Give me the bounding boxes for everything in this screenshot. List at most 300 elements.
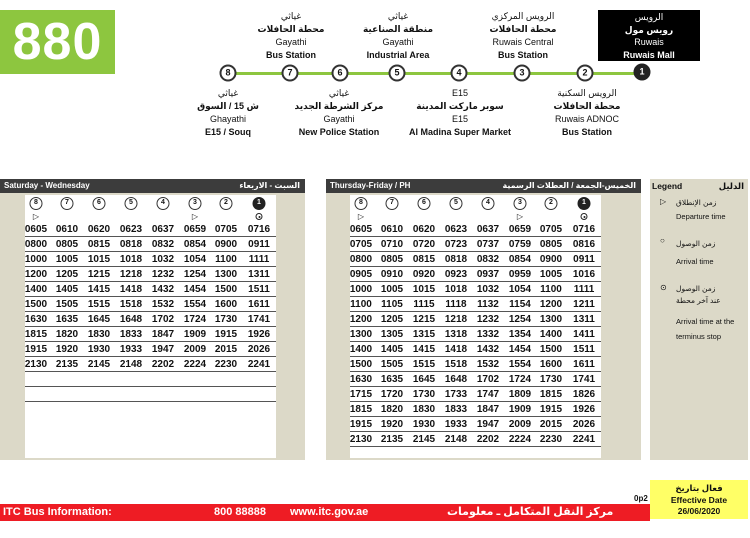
- stop-2-ar-1: الرويس السكنية: [557, 88, 617, 98]
- time-cell: 2026: [572, 419, 596, 430]
- panel-body-thu-fri: [326, 193, 641, 460]
- stop-3-en-1: Ruwais Central: [492, 37, 554, 47]
- departure-triangle-icon: ▷: [191, 212, 199, 221]
- table-row: [25, 297, 276, 312]
- time-cell: 1920: [55, 344, 79, 355]
- time-cell: 1518: [444, 359, 468, 370]
- footer-bar: [0, 504, 650, 535]
- time-cell: 0659: [508, 224, 532, 235]
- time-cell: 0911: [248, 239, 270, 250]
- time-cell: 1415: [412, 344, 436, 355]
- stop-circle-6: 6: [418, 197, 431, 210]
- stop-5-ar-1: غياثي: [387, 11, 409, 21]
- time-cell: 1815: [24, 329, 48, 340]
- time-cell: 0854: [183, 239, 207, 250]
- table-row: [350, 222, 601, 237]
- stop-label-2: [554, 87, 621, 139]
- time-cell: 1205: [380, 314, 404, 325]
- time-cell: 1930: [87, 344, 111, 355]
- stop-label-6: [295, 87, 384, 139]
- time-cell: 1100: [540, 284, 562, 295]
- time-cell: 0637: [476, 224, 500, 235]
- table-row: [350, 297, 601, 312]
- time-cell: 1833: [119, 329, 143, 340]
- terminus-box: [598, 10, 700, 61]
- time-cell: 0800: [24, 239, 48, 250]
- stop-circle-4: 4: [157, 197, 170, 210]
- stop-8-ar-1: غياثي: [217, 88, 239, 98]
- stop-6-ar-2: مركز الشرطة الجديد: [294, 101, 384, 111]
- time-cell: 1032: [476, 284, 500, 295]
- time-cell: 1809: [508, 389, 532, 400]
- time-cell: 1032: [151, 254, 175, 265]
- time-cell: 1300: [214, 269, 238, 280]
- stop-4-ar-2: سوبر ماركت المدينة: [416, 101, 504, 111]
- departure-triangle-icon: ▷: [660, 197, 667, 206]
- time-cell: 1318: [444, 329, 468, 340]
- version-code: 0p2: [634, 494, 648, 503]
- stop-3-ar-2: محطة الحافلات: [489, 24, 557, 34]
- stop-circle-1: 1: [634, 64, 651, 81]
- table-row: [25, 267, 276, 282]
- time-cell: 1254: [508, 314, 532, 325]
- time-cell: 1724: [183, 314, 207, 325]
- header-thu-fri-ar: الخميس-الجمعة / العطلات الرسمية: [502, 181, 636, 190]
- times-table: [25, 222, 276, 402]
- empty-row: [25, 387, 276, 402]
- time-cell: 2009: [183, 344, 207, 355]
- table-row: [350, 417, 601, 432]
- stop-8-en-1: Ghayathi: [209, 114, 247, 124]
- departure-triangle-icon: ▷: [357, 212, 365, 221]
- stop-circle-3: 3: [189, 197, 202, 210]
- time-cell: 0900: [539, 254, 563, 265]
- table-row: [350, 432, 601, 447]
- time-cell: 1454: [183, 284, 207, 295]
- time-cell: 2135: [55, 359, 79, 370]
- stop-circle-5: 5: [125, 197, 138, 210]
- time-cell: 1332: [476, 329, 500, 340]
- time-cell: 2241: [247, 359, 271, 370]
- stop-label-8: [197, 87, 259, 139]
- time-cell: 1405: [55, 284, 79, 295]
- time-cell: 1500: [349, 359, 373, 370]
- time-cell: 1200: [539, 299, 563, 310]
- time-cell: 1733: [444, 389, 468, 400]
- time-cell: 1611: [573, 359, 595, 370]
- legend-departure-ar: زمن الإنطلاق: [676, 198, 717, 207]
- time-cell: 1400: [24, 284, 48, 295]
- time-cell: 1200: [349, 314, 373, 325]
- time-cell: 1505: [55, 299, 79, 310]
- legend: [650, 179, 748, 460]
- stop-circle-7: 7: [386, 197, 399, 210]
- stop-circle-3: 3: [514, 197, 527, 210]
- time-cell: 1300: [539, 314, 563, 325]
- time-cell: 1645: [412, 374, 436, 385]
- stop-circle-6: 6: [93, 197, 106, 210]
- time-cell: 0832: [151, 239, 175, 250]
- time-cell: 1111: [248, 254, 270, 265]
- departure-triangle-icon: ▷: [32, 212, 40, 221]
- time-cell: 1005: [55, 254, 79, 265]
- time-cell: 1132: [477, 299, 499, 310]
- time-cell: 0605: [24, 224, 48, 235]
- time-cell: 1354: [508, 329, 532, 340]
- footer-label: ITC Bus Information:: [3, 506, 112, 518]
- stop-2-en-1: Ruwais ADNOC: [554, 114, 620, 124]
- effective-en: Effective Date: [670, 494, 728, 505]
- empty-row: [25, 372, 276, 387]
- stop-7-ar-1: غياثي: [280, 11, 302, 21]
- stop-circle-5: 5: [389, 65, 406, 82]
- time-cell: 0659: [183, 224, 207, 235]
- table-row: [25, 237, 276, 252]
- terminus-dot-circle-icon: ⊙: [660, 283, 667, 292]
- time-cell: 1611: [248, 299, 270, 310]
- time-cell: 0759: [508, 239, 532, 250]
- time-cell: 1826: [572, 389, 596, 400]
- time-cell: 0815: [412, 254, 436, 265]
- time-cell: 1418: [119, 284, 143, 295]
- time-cell: 1311: [248, 269, 270, 280]
- time-cell: 1730: [412, 389, 436, 400]
- time-cell: 1211: [573, 299, 595, 310]
- time-cell: 1915: [24, 344, 48, 355]
- time-cell: 1200: [24, 269, 48, 280]
- time-cell: 1205: [55, 269, 79, 280]
- time-cell: 1648: [119, 314, 143, 325]
- stop-circle-7: 7: [282, 65, 299, 82]
- time-cell: 1515: [87, 299, 111, 310]
- time-cell: 1500: [24, 299, 48, 310]
- time-cell: 2009: [508, 419, 532, 430]
- table-row: [350, 342, 601, 357]
- table-row: [25, 327, 276, 342]
- stop-4-en-2: Al Madina Super Market: [408, 127, 512, 137]
- time-cell: 2130: [349, 434, 373, 445]
- time-cell: 1926: [247, 329, 271, 340]
- time-cell: 0620: [87, 224, 111, 235]
- time-cell: 1909: [183, 329, 207, 340]
- legend-title-en: Legend: [652, 181, 683, 191]
- time-cell: 2130: [24, 359, 48, 370]
- time-cell: 1305: [380, 329, 404, 340]
- time-cell: 1635: [55, 314, 79, 325]
- time-cell: 2015: [214, 344, 238, 355]
- time-cell: 2202: [476, 434, 500, 445]
- time-cell: 0818: [444, 254, 468, 265]
- time-cell: 0854: [508, 254, 532, 265]
- stop-4-en-1: E15: [451, 114, 468, 124]
- panel-header-sat-wed: [0, 179, 305, 193]
- time-cell: 0832: [476, 254, 500, 265]
- time-cell: 1218: [444, 314, 468, 325]
- time-cell: 1648: [444, 374, 468, 385]
- time-cell: 1432: [476, 344, 500, 355]
- time-cell: 0816: [572, 239, 596, 250]
- time-cell: 1100: [350, 299, 372, 310]
- time-cell: 1933: [444, 419, 468, 430]
- stop-circle-5: 5: [450, 197, 463, 210]
- time-cell: 1111: [573, 284, 595, 295]
- time-cell: 1830: [87, 329, 111, 340]
- time-cell: 1432: [151, 284, 175, 295]
- time-cell: 1930: [412, 419, 436, 430]
- stop-3-ar-1: الرويس المركزي: [491, 11, 555, 21]
- time-cell: 0923: [444, 269, 468, 280]
- time-cell: 1630: [349, 374, 373, 385]
- stop-circle-1: 1: [253, 197, 266, 210]
- table-row: [25, 342, 276, 357]
- time-cell: 0800: [349, 254, 373, 265]
- stop-label-4: [409, 87, 511, 139]
- time-cell: 2224: [183, 359, 207, 370]
- stop-header-row: [350, 196, 601, 212]
- departure-triangle-icon: ▷: [516, 212, 524, 221]
- effective-date: 26/06/2020: [677, 506, 721, 516]
- stop-circle-7: 7: [61, 197, 74, 210]
- time-cell: 1815: [539, 389, 563, 400]
- time-cell: 1511: [248, 284, 270, 295]
- time-cell: 0937: [476, 269, 500, 280]
- route-number-badge: 880: [0, 10, 115, 74]
- symbol-row: [25, 212, 276, 222]
- time-cell: 1815: [349, 404, 373, 415]
- time-cell: 0805: [380, 254, 404, 265]
- time-cell: 0705: [349, 239, 373, 250]
- time-cell: 1454: [508, 344, 532, 355]
- time-cell: 1630: [24, 314, 48, 325]
- time-cell: 1218: [119, 269, 143, 280]
- time-cell: 1909: [508, 404, 532, 415]
- time-cell: 1915: [539, 404, 563, 415]
- time-cell: 1411: [573, 329, 595, 340]
- time-cell: 1820: [380, 404, 404, 415]
- time-cell: 0805: [539, 239, 563, 250]
- timetable-saturday-wednesday: [0, 179, 305, 460]
- stop-circle-4: 4: [482, 197, 495, 210]
- time-cell: 2148: [444, 434, 468, 445]
- time-cell: 1232: [151, 269, 175, 280]
- time-cell: 0911: [573, 254, 595, 265]
- time-cell: 1554: [183, 299, 207, 310]
- time-cell: 1518: [119, 299, 143, 310]
- stop-circle-8: 8: [220, 65, 237, 82]
- time-cell: 1920: [380, 419, 404, 430]
- time-cell: 0716: [247, 224, 271, 235]
- time-cell: 1645: [87, 314, 111, 325]
- time-cell: 0818: [119, 239, 143, 250]
- time-cell: 1511: [573, 344, 595, 355]
- time-cell: 1000: [24, 254, 48, 265]
- time-cell: 1847: [476, 404, 500, 415]
- time-cell: 1847: [151, 329, 175, 340]
- terminus-en-2: Ruwais Mall: [623, 49, 675, 60]
- stop-8-ar-2: ش 15 / السوق: [197, 101, 259, 111]
- table-row: [350, 387, 601, 402]
- header-sat-wed-en: Saturday - Wednesday: [4, 181, 90, 190]
- time-cell: 1000: [349, 284, 373, 295]
- stop-6-ar-1: غياثي: [328, 88, 350, 98]
- terminus-dot-icon: [256, 213, 263, 220]
- stop-circle-3: 3: [514, 65, 531, 82]
- stop-circle-8: 8: [30, 197, 43, 210]
- stop-label-7: [258, 10, 325, 62]
- stop-circle-2: 2: [545, 197, 558, 210]
- legend-arrival-en: Arrival time: [676, 257, 714, 266]
- time-cell: 1741: [572, 374, 596, 385]
- legend-departure-en: Departure time: [676, 212, 726, 221]
- stop-circle-1: 1: [578, 197, 591, 210]
- time-cell: 0910: [380, 269, 404, 280]
- time-cell: 1500: [539, 344, 563, 355]
- time-cell: 2202: [151, 359, 175, 370]
- time-cell: 1600: [214, 299, 238, 310]
- time-cell: 1730: [539, 374, 563, 385]
- effective-ar: فعال بتاريخ: [675, 483, 723, 493]
- time-cell: 0905: [349, 269, 373, 280]
- timetable-grid-sat-wed: [25, 195, 276, 458]
- time-cell: 1554: [508, 359, 532, 370]
- time-cell: 0815: [87, 239, 111, 250]
- footer-phone[interactable]: 800 88888: [214, 506, 266, 518]
- time-cell: 1154: [509, 299, 531, 310]
- effective-date-box: [650, 480, 748, 519]
- table-row: [350, 402, 601, 417]
- terminus-en-1: Ruwais: [634, 37, 664, 47]
- symbol-row: [350, 212, 601, 222]
- time-cell: 1015: [87, 254, 111, 265]
- time-cell: 1315: [412, 329, 436, 340]
- time-cell: 1400: [349, 344, 373, 355]
- time-cell: 1702: [151, 314, 175, 325]
- header-thu-fri-en: Thursday-Friday / PH: [330, 181, 411, 190]
- terminus-dot-icon: [581, 213, 588, 220]
- time-cell: 1415: [87, 284, 111, 295]
- time-cell: 2026: [247, 344, 271, 355]
- times-table: [350, 222, 601, 447]
- time-cell: 1054: [183, 254, 207, 265]
- stop-circle-4: 4: [451, 65, 468, 82]
- time-cell: 0705: [539, 224, 563, 235]
- time-cell: 1720: [380, 389, 404, 400]
- time-cell: 2145: [412, 434, 436, 445]
- time-cell: 1215: [87, 269, 111, 280]
- time-cell: 1405: [380, 344, 404, 355]
- time-cell: 1118: [445, 299, 467, 310]
- time-cell: 0920: [412, 269, 436, 280]
- time-cell: 0705: [214, 224, 238, 235]
- time-cell: 2015: [539, 419, 563, 430]
- time-cell: 1054: [508, 284, 532, 295]
- time-cell: 1635: [380, 374, 404, 385]
- stop-3-en-2: Bus Station: [497, 50, 549, 60]
- time-cell: 1532: [151, 299, 175, 310]
- stop-7-en-1: Gayathi: [275, 37, 307, 47]
- time-cell: 0620: [412, 224, 436, 235]
- panel-body-sat-wed: [0, 193, 305, 460]
- table-row: [350, 372, 601, 387]
- time-cell: 1715: [349, 389, 373, 400]
- time-cell: 0805: [55, 239, 79, 250]
- timetable-grid-thu-fri: [350, 195, 601, 458]
- time-cell: 1311: [573, 314, 595, 325]
- table-row: [350, 267, 601, 282]
- table-row: [25, 282, 276, 297]
- stop-circle-2: 2: [220, 197, 233, 210]
- time-cell: 1600: [539, 359, 563, 370]
- table-row: [25, 252, 276, 267]
- time-cell: 0623: [444, 224, 468, 235]
- arrival-circle-icon: ○: [660, 236, 665, 245]
- time-cell: 1418: [444, 344, 468, 355]
- time-cell: 1730: [214, 314, 238, 325]
- stop-7-en-2: Bus Station: [265, 50, 317, 60]
- table-row: [350, 252, 601, 267]
- time-cell: 1005: [380, 284, 404, 295]
- legend-arrival-ar: زمن الوصول: [676, 239, 716, 248]
- table-row: [350, 312, 601, 327]
- time-cell: 0610: [55, 224, 79, 235]
- stop-2-ar-2: محطة الحافلات: [553, 101, 621, 111]
- legend-terminus-en-2: terminus stop: [676, 332, 722, 341]
- stop-4-ar-1: E15: [451, 88, 468, 98]
- table-row: [350, 357, 601, 372]
- time-cell: 0605: [349, 224, 373, 235]
- terminus-ar-1: الرويس: [634, 12, 664, 22]
- table-row: [350, 327, 601, 342]
- time-cell: 0720: [412, 239, 436, 250]
- time-cell: 1724: [508, 374, 532, 385]
- panel-header-thu-fri: [326, 179, 641, 193]
- stop-label-3: [490, 10, 557, 62]
- legend-terminus-ar-2: عند آخر محطة: [676, 296, 721, 305]
- stop-6-en-1: Gayathi: [323, 114, 355, 124]
- stop-6-en-2: New Police Station: [298, 127, 380, 137]
- time-cell: 2230: [214, 359, 238, 370]
- time-cell: 2148: [119, 359, 143, 370]
- time-cell: 1820: [55, 329, 79, 340]
- time-cell: 0900: [214, 239, 238, 250]
- time-cell: 0710: [380, 239, 404, 250]
- header-sat-wed-ar: السبت - الاربعاء: [239, 181, 300, 190]
- table-row: [25, 357, 276, 372]
- time-cell: 2135: [380, 434, 404, 445]
- time-cell: 1215: [412, 314, 436, 325]
- time-cell: 2224: [508, 434, 532, 445]
- table-row: [350, 282, 601, 297]
- time-cell: 0623: [119, 224, 143, 235]
- stop-8-en-2: E15 / Souq: [204, 127, 252, 137]
- time-cell: 1018: [119, 254, 143, 265]
- time-cell: 1702: [476, 374, 500, 385]
- time-cell: 1300: [349, 329, 373, 340]
- stop-5-en-2: Industrial Area: [366, 50, 430, 60]
- time-cell: 2145: [87, 359, 111, 370]
- table-row: [350, 237, 601, 252]
- footer-website-link[interactable]: www.itc.gov.ae: [290, 506, 369, 518]
- table-row: [25, 222, 276, 237]
- time-cell: 0723: [444, 239, 468, 250]
- stop-5-en-1: Gayathi: [382, 37, 414, 47]
- timetable-thursday-friday: [326, 179, 641, 460]
- time-cell: 0959: [508, 269, 532, 280]
- time-cell: 1016: [572, 269, 596, 280]
- time-cell: 0716: [572, 224, 596, 235]
- legend-terminus-en-1: Arrival time at the: [676, 317, 735, 326]
- time-cell: 1532: [476, 359, 500, 370]
